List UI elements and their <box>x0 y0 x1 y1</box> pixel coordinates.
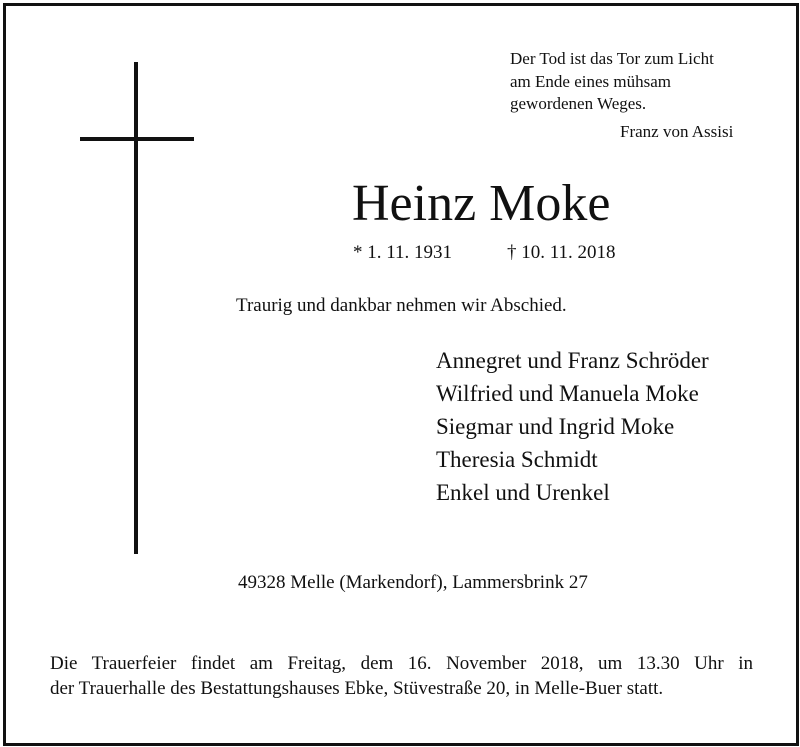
mourner: Enkel und Urenkel <box>436 480 610 505</box>
farewell-text: Traurig und dankbar nehmen wir Abschied. <box>236 295 567 316</box>
quote-line: Der Tod ist das Tor zum Licht <box>510 49 714 68</box>
address: 49328 Melle (Markendorf), Lammersbrink 27 <box>238 572 588 593</box>
mourners-list <box>436 344 709 509</box>
funeral-service-notice <box>50 651 753 701</box>
deceased-name: Heinz Moke <box>352 175 611 232</box>
quote-line: gewordenen Weges. <box>510 94 647 113</box>
cross-icon <box>134 62 138 554</box>
service-line: der Trauerhalle des Bestattungshauses Ebke, Stüvestraße 20, in Melle-Buer statt. <box>50 678 664 699</box>
death-date: † 10. 11. 2018 <box>507 242 616 263</box>
quote-author: Franz von Assisi <box>620 122 734 141</box>
quote-line: am Ende eines mühsam <box>510 71 671 91</box>
mourner: Theresia Schmidt <box>436 447 598 472</box>
mourner: Wilfried und Manuela Moke <box>436 381 699 406</box>
quote-block <box>510 48 714 116</box>
cross-icon-crossbar <box>80 137 194 141</box>
service-line: Die Trauerfeier findet am Freitag, dem 16. November 2018, um 13.30 Uhr in <box>50 653 753 674</box>
mourner: Siegmar und Ingrid Moke <box>436 414 675 439</box>
birth-date: * 1. 11. 1931 <box>353 242 453 263</box>
mourner: Annegret und Franz Schröder <box>436 348 709 373</box>
